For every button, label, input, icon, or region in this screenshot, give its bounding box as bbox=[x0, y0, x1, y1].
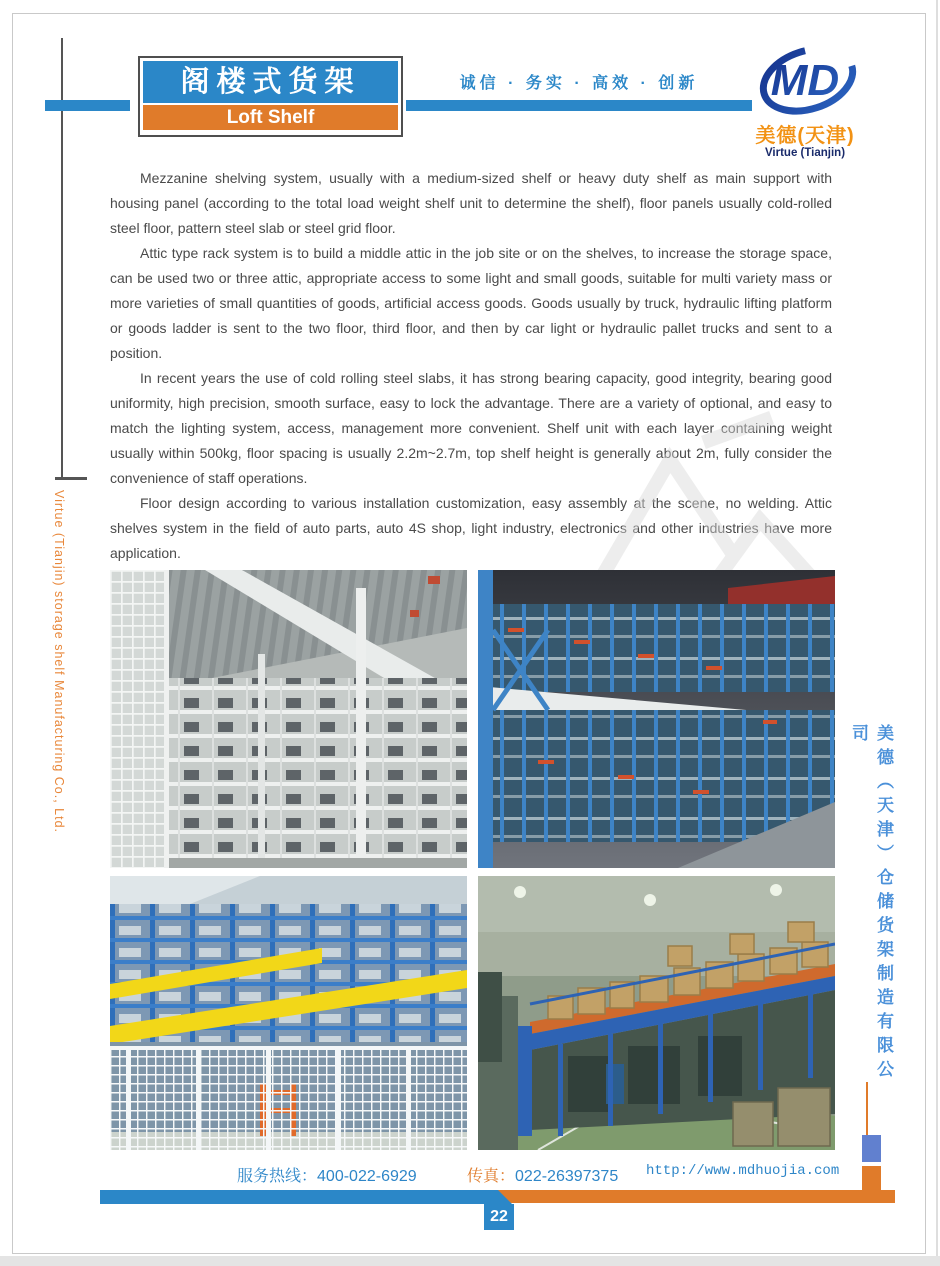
right-scan-edge bbox=[936, 0, 938, 1266]
logo-company-en: Virtue (Tianjin) bbox=[764, 147, 846, 159]
paragraph-3: In recent years the use of cold rolling steel slabs, it has strong bearing capacity, good integrity, bearing good uniformity, high precision, smooth surface, easy to lock the advantage. There are a variety of optional, and easy to match the lighting system, access, management more convenient. Shelf unit with each layer containing weight usually within 500kg, floor spacing is usually 2.2m~2.7m, top shelf height is generally about 2m, fully consider the convenience of staff operations. bbox=[110, 370, 832, 486]
footer-bar-blue bbox=[100, 1190, 512, 1204]
section-title-box bbox=[138, 56, 403, 137]
paragraph-4: Floor design according to various installation customization, easy assembly at the scene, no welding. Attic shelves system in the field of auto parts, auto 4S shop, light industry, electronics and other industries have more application. bbox=[110, 495, 832, 561]
footer-fax bbox=[467, 1163, 618, 1186]
photo-warehouse-white-mezzanine bbox=[110, 570, 467, 868]
photo-loft-racks-yellow-rails bbox=[110, 876, 467, 1150]
header-left-rule-tick bbox=[55, 477, 87, 480]
footer-fax-label: 传真： bbox=[467, 1168, 516, 1185]
company-logo bbox=[742, 42, 868, 160]
footer-hotline-label: 服务热线： bbox=[237, 1168, 318, 1185]
photo-warehouse-blue-racks bbox=[478, 570, 835, 868]
header-left-blue-bar bbox=[45, 100, 130, 111]
right-vertical-company-text: 美德（天津）仓储货架制造有限公司 bbox=[849, 724, 893, 1084]
footer-fax-number: 022-26397375 bbox=[515, 1168, 619, 1185]
paragraph-2: Attic type rack system is to build a middle attic in the job site or on the shelves, to increase the storage space, can be used two or three attic, appropriate access to some light and small goods, suitable for multi variety mass or more varieties of small quantities of goods, artificial access goods. Goods usually by truck, hydraulic lifting platform or goods ladder is sent to the two floor, third floor, and then by car light or hydraulic pallet trucks and sent to a position. bbox=[110, 245, 832, 361]
company-slogan: 诚信 · 务实 · 高效 · 创新 bbox=[459, 75, 699, 92]
bottom-scan-edge bbox=[0, 1256, 940, 1266]
section-title-cn: 阁楼式货架 bbox=[143, 61, 398, 103]
slogan-underline-bar bbox=[406, 100, 752, 111]
footer-bar-orange bbox=[498, 1190, 895, 1203]
photo-mezzanine-green-floor bbox=[478, 876, 835, 1150]
right-orange-rule bbox=[866, 1082, 868, 1135]
logo-md-swoosh-icon bbox=[742, 42, 868, 120]
footer-hotline-number: 400-022-6929 bbox=[317, 1168, 417, 1185]
footer-hotline bbox=[237, 1163, 417, 1186]
paragraph-1: Mezzanine shelving system, usually with a medium-sized shelf or heavy duty shelf as main support with housing panel (according to the total load weight shelf unit to determine the shelf), floor panels usually cold-rolled steel floor, pattern steel slab or steel grid floor. bbox=[110, 170, 832, 236]
left-vertical-company-text: Virtue (Tianjin) storage shelf Manufacturing Co., Ltd. bbox=[52, 490, 66, 834]
logo-company-cn: 美德(天津) bbox=[755, 125, 855, 147]
section-title-en: Loft Shelf bbox=[143, 105, 398, 130]
footer-website-link[interactable]: http://www.mdhuojia.com bbox=[646, 1163, 840, 1179]
logo-monogram: MD bbox=[770, 56, 840, 105]
right-blue-square bbox=[862, 1135, 881, 1162]
page-number-badge: 22 bbox=[484, 1204, 514, 1230]
body-text bbox=[110, 166, 832, 566]
